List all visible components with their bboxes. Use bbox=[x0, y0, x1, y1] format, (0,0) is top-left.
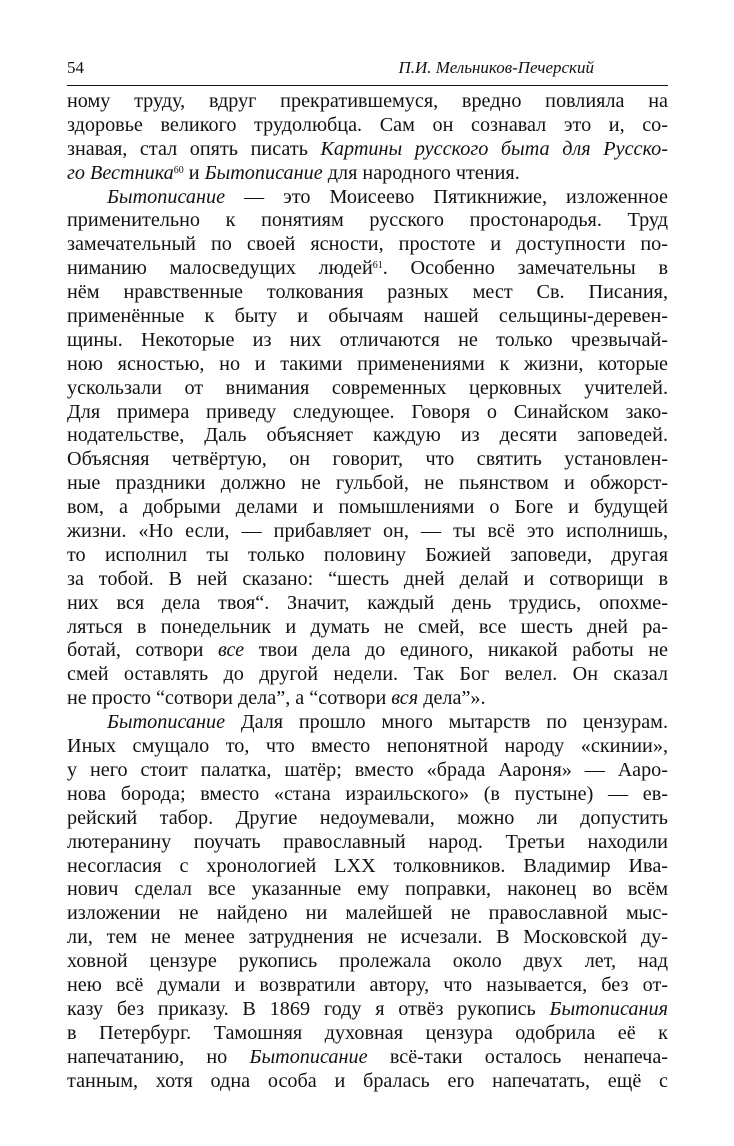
italic-title: Бытописание bbox=[249, 1045, 368, 1068]
text-line: ные праздники должно не гульбой, не пьянством и обжорст- bbox=[67, 472, 668, 495]
text-line: несогласия с хронологией LXX толковников. Владимир Ива- bbox=[67, 854, 668, 877]
text-line: применительно к понятиям русского простонародья. Труд bbox=[67, 209, 668, 232]
text-line: замечательный по своей ясности, простоте и доступности по- bbox=[67, 233, 668, 256]
text-line: танным, хотя одна особа и бралась его напечатать, ещё с bbox=[67, 1069, 668, 1092]
text-line: вом, а добрыми делами и помышлениями о Боге и будущей bbox=[67, 496, 668, 519]
text-line: Бытописание Даля прошло много мытарств по цензурам. bbox=[107, 711, 668, 734]
italic-word: вся bbox=[391, 687, 419, 710]
text-line: лютеранину поучать православный народ. Третьи находили bbox=[67, 830, 668, 853]
text-line: ному труду, вдруг прекратившемуся, вредно повлияла на bbox=[67, 90, 668, 112]
text-line: нею всё думали и возвратили автору, что называется, без от- bbox=[67, 973, 668, 996]
italic-title: Бытописания bbox=[549, 997, 668, 1020]
text-line: смей оставлять до другой недели. Так Бог велел. Он сказал bbox=[67, 663, 668, 686]
text-line: не просто “сотвори дела”, а “сотвори вся дела”». bbox=[67, 687, 486, 710]
footnote-ref: 61 bbox=[372, 260, 383, 272]
text-line: здоровье великого трудолюбца. Сам он сознавал это и, со- bbox=[67, 113, 668, 136]
italic-word: все bbox=[217, 639, 245, 662]
text-line: го Вестника$^{60}$ и Бытописание для народного чтения. bbox=[67, 161, 520, 184]
text-line: рейский табор. Другие недоумевали, можно ли допустить bbox=[67, 806, 668, 829]
italic-title: Картины русского быта для Русско- bbox=[320, 137, 668, 160]
header-rule bbox=[67, 85, 668, 86]
italic-title: Бытописание bbox=[107, 185, 226, 208]
text-line: нодательстве, Даль объясняет каждую из десяти заповедей. bbox=[67, 424, 668, 447]
text-line: знавая, стал опять писать Картины русского быта для Русско- bbox=[67, 137, 668, 160]
text-line: ховной цензуре рукопись пролежала около двух лет, над bbox=[67, 950, 668, 973]
text-line: применённые к быту и обычаям нашей сельщины-деревен- bbox=[67, 305, 668, 328]
text-line: щины. Некоторые из них отличаются не только чрезвычай- bbox=[67, 328, 668, 351]
text-line: нём нравственные толкования разных мест Св. Писания, bbox=[67, 281, 668, 304]
italic-title: Бытописание bbox=[107, 711, 226, 734]
text-line: за тобой. В ней сказано: “шесть дней делай и сотворищи в bbox=[67, 567, 668, 590]
page-header bbox=[67, 52, 668, 82]
footnote-ref: 60 bbox=[173, 164, 184, 176]
text-line: казу без приказу. В 1869 году я отвёз рукопись Бытописания bbox=[67, 997, 668, 1020]
body-text bbox=[67, 90, 668, 1093]
text-line: напечатанию, но Бытописание всё-таки осталось ненапеча- bbox=[67, 1045, 669, 1068]
text-line: ускользали от внимания современных церковных учителей. bbox=[67, 376, 668, 399]
italic-title: Бытописание bbox=[204, 161, 323, 184]
text-line: у него стоит палатка, шатёр; вместо «брада Аароня» — Ааро- bbox=[67, 758, 668, 781]
text-line: ли, тем не менее затруднения не исчезали. В Московской ду- bbox=[67, 926, 668, 949]
text-line: изложении не найдено ни малейшей не православной мыс- bbox=[67, 902, 668, 925]
text-line: ниманию малосведущих людей$^{61}$. Особенно замечательны в bbox=[67, 257, 668, 280]
italic-title: го Вестника bbox=[67, 161, 174, 184]
text-line: Иных смущало то, что вместо непонятной народу «скинии», bbox=[67, 735, 668, 758]
text-line: Объясняя четвёртую, он говорит, что святить установлен- bbox=[67, 448, 668, 471]
text-line: ботай, сотвори все твои дела до единого, никакой работы не bbox=[67, 639, 668, 662]
text-line: жизни. «Но если, — прибавляет он, — ты всё это исполнишь, bbox=[67, 520, 668, 543]
text-line: в Петербург. Тамошняя духовная цензура одобрила её к bbox=[67, 1021, 668, 1044]
text-line: Бытописание — это Моисеево Пятикнижие, изложенное bbox=[107, 185, 668, 208]
text-line: Для примера приведу следующее. Говоря о Синайском зако- bbox=[67, 400, 668, 423]
text-line: ляться в понедельник и думать не смей, все шесть дней ра- bbox=[67, 615, 668, 638]
text-line: то исполнил ты только половину Божией заповеди, другая bbox=[67, 543, 668, 566]
page-number: 54 bbox=[67, 58, 84, 77]
text-line: нова борода; вместо «стана израильского» (в пустыне) — ев- bbox=[67, 782, 668, 805]
running-title: П.И. Мельников-Печерский bbox=[398, 58, 594, 77]
text-line: них вся дела твоя“. Значит, каждый день трудись, опохме- bbox=[67, 591, 668, 614]
text-line: ною ясностью, но и такими применениями к жизни, которые bbox=[67, 352, 668, 375]
text-line: нович сделал все указанные ему поправки, наконец во всём bbox=[67, 878, 668, 901]
